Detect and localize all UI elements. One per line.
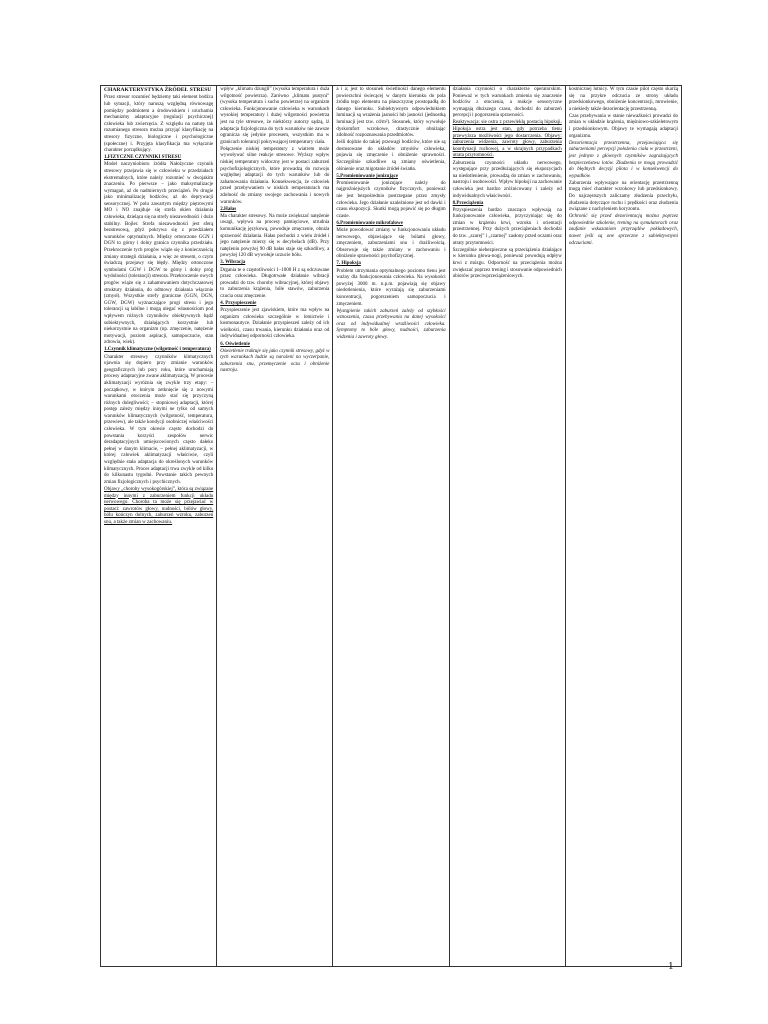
paragraph: Połączenie niskiej temperatury z wiatrem może wywoływać silne reakcje stresowe. Wyższy wpływ niskiej temperatury widoczny jest w postaci zaburzeń psychofizjologicznych, które prowadzą do rozwoju względnej adaptacji do tych warunków lub do zahamowania działania. Konsekwencja, że człowiek przed przebywaniem w niskich temperaturach ma zdolność do zmiany swojego zachowania i nowych warunków.	[220, 146, 330, 205]
text-column-3	[332, 86, 448, 966]
section-heading: 7. Hipoksja	[336, 261, 361, 267]
paragraph: a i a; jest to stosunek świetlności danego elementu powierzchni świecącej w danym kierunku do pola źródła tego elementu na płaszczyznę prostopadłą do danego kierunku. Subiektywnym odpowiednikiem luminacji są wrażenia jasności lub jasności (jednostką luminacji jest tzw. cd/m²). Stosunek, który wywołuje dyskomfort wzrokowe, drastycznie obniżając zdolność rozpoznawania przedmiotów.	[336, 87, 446, 139]
paragraph: kosmicznej lotnicy. W tym czasie pilot często skarżą się na przykre odczucia ze strony układu przedsionkowego, obniżenie koncentracji, mrowienie, a niekiedy także dezorientację przestrzenną.	[568, 87, 679, 112]
paragraph: działania czynności o charakterze operatorskim. Ponieważ w tych warunkach zmienia się znaczenie bodźców z otoczenia, a reakcje sensoryczne wymagają dłuższego czasu, dochodzi do zaburzeń percepcji i pogorszenia sprawności.	[452, 87, 562, 119]
section-heading: 1.Czynnik klimatyczne (wilgotność i temperatura)	[104, 347, 211, 353]
section-heading: 3. Wibracja	[220, 260, 246, 266]
section-heading: 6. Oświetlenie	[220, 341, 250, 347]
paragraph: Zaburzenia czynności układu nerwowego, występujące przy przedłużających się ekspozycjach na niedotlenienie, prowadzą do zmian w zachowaniu, nastroju i osobowości. Wpływ hipoksji na zachowanie człowieka jest bardzo zróżnicowany i zależy od indywidualnych właściwości.	[452, 160, 562, 199]
section-heading: 5.Promieniowanie jonizujące	[336, 173, 398, 179]
section-heading: 6.Promieniowanie mikrofalowe	[336, 220, 403, 226]
paragraph: Objawy „choroby wysokogórskiej”, która są związane między innymi z zaburzeniem funkcji układu nerwowego. Choroba ta może się przejawiać w postaci: zawrotów głowy, nudności, bólów głowy, bólu kończyn dolnych, zaburzeń wzroku, zaburzeń snu, a także zmian w zachowaniu.	[104, 486, 214, 525]
paragraph: wpływ „klimatu dżungli” (wysoka temperatura i duża wilgotność powietrza). Zarówno „klimatu pustyni” (wysoka temperatura i sucho powietrze) na organizm człowieka. Funkcjonowanie człowieka w warunkach wysokiej temperatury i dużej wilgotności powietrza jest na tyle stresowe, że niektórzy autorzy sądzą, iż adaptacja fizjologiczna do tych warunków nie zawsze ogranicza się jedynie procesem, wszystkim ma w granicach tolerancji pokrywającej temperatury ciała.	[220, 87, 330, 145]
paragraph: Promieniowanie jonizujące należy do najgroźniejszych czynników fizycznych, ponieważ nie jest bezpośrednio postrzegane przez zmysły człowieka. Jego działanie uzależnione jest od dawki i czasu ekspozycji. Skutki mogą pojawić się po długim czasie.	[336, 180, 446, 219]
section-title: CHARAKTERYSTYKA ŹRÓDEŁ STRESU	[104, 87, 212, 93]
paragraph: Może powodować zmiany w funkcjonowaniu układu nerwowego, objawiające się bólami głowy, zmęczeniem, zaburzeniami snu i drażliwością. Obserwuje się także zmiany w zachowaniu i obniżenie sprawności psychofizycznej.	[336, 227, 446, 260]
section-heading: 4. Przyspieszenie	[220, 301, 257, 306]
paragraph: Ma charakter stresowy. Na może zwiększać natężenie uwagi, wpływa na procesy pamięciowe, utrudnia komunikację językową, powoduje zmęczenie, obniża sprawność działania. Hałas pochodzi z wielu źródeł i jego natężenie mierzy się w decybelach (dB). Przy natężeniu powyżej 90 dB hałas staje się szkodliwy, a powyżej 120 dB wywołuje uczucie bólu.	[220, 213, 330, 259]
paragraph: Przez stresor rozumieć będziemy taki element bodźca lub sytuacji, który naruszą względną równowagę pomiędzy podmiotem a środowiskiem i uruchamia mechanizmy adaptacyjne (regulacji psychicznej) człowieka lub zwierzęcia. Z względu na naturę tak rozumianego stresora można przyjąć klasyfikację na stresory fizyczne, biologiczne i psychologiczne (społeczne) i. Przyjęta klasyfikacja ma wyłącznie charakter porządkujący.	[104, 95, 214, 154]
paragraph: Wystąpienie takich zaburzeń zależy od szybkości wznoszenia, czasu przebywania na danej wysokości oraz od indywidualnej wrażliwości człowieka. Symptomy to bóle głowy, nudności, zaburzenia widzenia i zawroty głowy.	[336, 308, 446, 340]
section-heading: 2.Hałas	[220, 206, 237, 212]
paragraph: Zaburzenia wpływające na orientację przestrzenną mogą mieć charakter wzrokowy lub przedsionkowy. Do najczęstszych zaliczamy złudzenia przechyłu, złudzenia dotyczące ruchu i prędkości oraz złudzenia związane z nachyleniem horyzontu.	[568, 180, 679, 213]
paragraph: Problem utrzymania optymalnego poziomu tlenu jest ważny dla funkcjonowania człowieka. Na wysokości powyżej 3000 m. n.p.m. pojawiają się objawy niedotlenienia, które wyrażają się zaburzeniami koncentracji, pogorszeniem samopoczucia i zmęczeniem.	[336, 268, 446, 307]
text-column-5	[565, 86, 682, 966]
paragraph: Jeśli dojdzie do takiej przewagi bodźców, które nie są dostosowane do układów zmysłów człowieka, pojawia się zmęczenie i obniżenie sprawności. Szczególnie szkodliwe są zmiany oświetlenia, olśnienie oraz migotanie źródeł światła.	[336, 140, 446, 172]
paragraph: Reaktywacja: sie ostra z przewlekłą postacią hipoksji. Hipoksja ostra jest stan, gdy potrzeba tlenu przewyższa możliwości jego dostarczenia. Objawy: zaburzenia widzenia, zawroty głowy, zaburzenia koordynacji ruchowej, a w skrajnych przypadkach utrata przytomności.	[452, 120, 562, 159]
page-number: 1	[668, 960, 674, 972]
paragraph: Dezorientacja przestrzenna, przejawiająca się zaburzeniami percepcji położenia ciała w przestrzeni, jest jednym z głównych czynników zagrażających bezpieczeństwu lotów. Złudzenia te mogą prowadzić do błędnych decyzji pilota i w konsekwencji do wypadków.	[568, 140, 679, 179]
text-column-4	[449, 86, 565, 966]
section-heading: 8.Przeciążenia	[452, 200, 484, 206]
paragraph: Model naczyniobioru źródła Nałożyczne czynnik stresowy przejawia się w człowieku w przedziałach ekstremalnych, które należy rozumieć w dwojakim znaczeniu. Po pierwsze – jako maksymalizacje wymagań, aż do nadmiernych przeciążeń. Po drugie jako minimalizację bodźców, aż do deprywacji sensorycznej. W polu zawartym między piętrowymi MO i NO znajduje się strefa okien działania człowieka, dzieląca się na strefy niezawodności i dużo stabilny. Bojler. Strefa niezawodności jest sferą bezstresową, gdyż pokrywa się z przedziałem warunków optymalnych. Między ortonczone GGN i DGN to górny i dolny granica czynnika przedziału. Przekroczenie tych progów wiąże się z koniecznością zmiany strategii działania, a więc ze stresem, o czym świadczą przejawy się błędy. Między ortonczone symbolami GGW i DGW to górny i dolny próg wydolności (tolerancji) stresora. Przekroczenie owych progów wiąże się z zahamowaniem dotychczasowej struktury działania, do odmowy działania włącznie (zmysł). Wszystkie strefy graniczne (GGN, DGN, GGW, DGW) wyznaczające progi stresu i jego tolerancji są labilne i mogą ulegać własnościom pod wpływem różnych czynników obiektywnych bądź subiektywnych, działających korzystnie lub niekorzystnie na organizm (np. zmęczenie, natężenie motywacji, poziom aspiracji, samopoczucie, stan zdrowia, wiek).	[104, 162, 214, 346]
paragraph: Charakter stresowy czynników klimatycznych ujawnia się dopiero przy zmianie warunków geograficznych lub pory roku, które uruchamiają procesy adaptacyjne zwane aklimatyzacją. W procesie aklimatyzacji wyróżnia się zwykle trzy etapy: – początkowy, w którym zetknięcie się z nowymi warunkami otoczenia może stać się przyczyną różnych dolegliwości; – stopniowej adaptacji, której postęp zależy między innymi ne tylko od samych warunków klimatycznych (wilgotność, temperatura, przewiew), ale także kondycji osobniczej właściwości człowieka. W tym okresie często dochodzi do powstania korzyści zespołów nerwic deradaptacyjnych umiejscowionych często dałeko pełnej w danym klimacie, – pełnej aklimatyzacji, w której człowiek aklimatyzacji właściwie, czyli względnie stała adaptacja do określonych warunków klimatycznych. Proces adaptacji trwa zwykle od kilku do kilkunastu tygodni. Powstanie takich pewnych zmian fizjologicznych i psychicznych.	[104, 354, 214, 485]
paragraph: Ochronić się przed dezorientacją można poprzez odpowiednie szkolenie, trening na symulatorach oraz zaufanie wskazaniom przyrządów pokładowych, nawet jeśli są one sprzeczne z subiektywnymi odczuciami.	[568, 214, 679, 246]
paragraph: Szczególnie niebezpieczne są przeciążenia działające w kierunku głowa-nogi, ponieważ powodują odpływ krwi z mózgu. Odporność na przeciążenia można zwiększać poprzez trening i stosowanie odpowiednich ubiorów przeciwprzeciążeniowych.	[452, 247, 562, 280]
paragraph: Drgania te o częstotliwości 1–1000 H z są odczuwane przez człowieka. Długotrwałe działanie wibracji prowadzi do tzw. choroby wibracyjnej, której objawy to zaburzenia krążenia, bóle stawów, zaburzenia czucia oraz zmęczenie.	[220, 267, 330, 299]
paragraph: Przyspieszenia bardzo znacząco wpływają na funkcjonowanie człowieka, przyczyniając się do zmian w krążeniu krwi, wzroku i orientacji przestrzennej. Przy dużych przeciążeniach dochodzi do tzw. „szarej” i „czarnej” zasłony przed oczami oraz utraty przytomności.	[452, 207, 562, 246]
paragraph: Czas przebywania w stanie nieważkości prowadzi do zmian w układzie krążenia, mięśniowo-szkieletowym i przedsionkowym. Objawy te wymagają adaptacji organizmu.	[568, 113, 679, 139]
text-column-1	[100, 86, 216, 966]
paragraph: Przyspieszenie jest zjawiskiem, które ma wpływ na organizm człowieka szczególnie w lotnictwie i kosmonautyce. Działanie przyspieszeń zależy od ich wielkości, czasu trwania, kierunku działania oraz od indywidualnej odporności człowieka.	[220, 308, 330, 340]
section-heading: 1.FIZYCZNE CZYNNIKI STRESU	[104, 155, 182, 161]
text-column-2	[216, 86, 332, 966]
document-page	[100, 85, 682, 967]
paragraph: Oświetlenie traktuje się jako czynnik stresowy, gdyż w tych warunkach ludzie są narażeni na wyczerpanie, zaburzenia snu, przemęczenie oczu i obniżenie nastroju.	[220, 348, 330, 374]
